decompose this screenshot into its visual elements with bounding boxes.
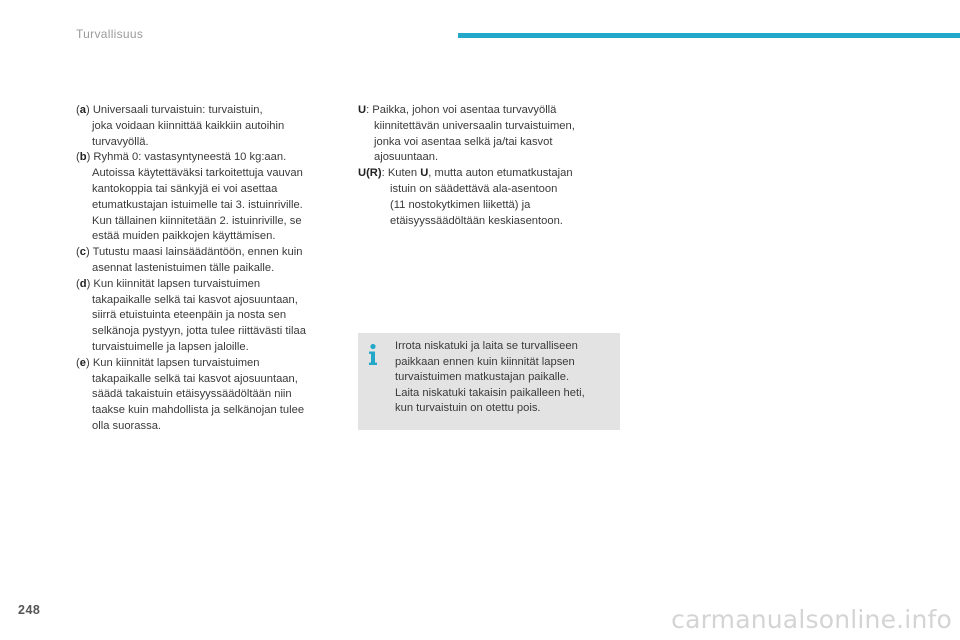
item-letter: a	[79, 104, 86, 116]
info-line: kun turvaistuin on otettu pois.	[395, 402, 541, 415]
definition-text: ajosuuntaan.	[374, 151, 439, 164]
list-item-b: (b) Ryhmä 0: vastasyntyneestä 10 kg:aan. Autoissa käytettäväksi tarkoitettuja vauvan kantokoppia tai sänkyjä ei voi asettaa etumatkustajan istuimelle tai 3. istuinriville. Kun tällainen kiinnitetään 2. istuinriville, se estää muiden paikkojen käyttämisen.	[76, 150, 346, 245]
item-text: asennat lastenistuimen tälle paikalle.	[92, 261, 275, 274]
item-text: turvavyöllä.	[92, 135, 149, 148]
item-text: takapaikalle selkä tai kasvot ajosuuntaan,	[92, 293, 298, 306]
item-letter: e	[79, 356, 86, 369]
list-item-c: (c) Tutustu maasi lainsäädäntöön, ennen kuin asennat lastenistuimen tälle paikalle.	[76, 245, 346, 277]
item-text: olla suorassa.	[92, 419, 162, 432]
page-number: 248	[18, 603, 41, 617]
item-text: Autoissa käytettäväksi tarkoitettuja vauvan	[92, 167, 303, 180]
item-text: säädä takaistuin etäisyyssäädöltään niin	[92, 388, 292, 401]
definition-u	[358, 103, 620, 166]
definition-text: : Kuten	[381, 167, 421, 180]
item-letter: c	[79, 246, 86, 259]
item-text: siirrä etuistuinta eteenpäin ja nosta sen	[92, 309, 287, 322]
item-text: selkänoja pystyyn, jotta tulee riittävästi tilaa	[92, 325, 306, 338]
item-text: taakse kuin mahdollista ja selkänojan tulee	[92, 404, 305, 417]
item-text: Kun kiinnität lapsen turvaistuimen	[93, 277, 261, 290]
info-icon	[366, 343, 380, 367]
right-column	[358, 103, 620, 229]
item-text: estää muiden paikkojen käyttämisen.	[92, 230, 276, 243]
section-title: Turvallisuus	[76, 27, 144, 41]
definition-ref: U	[420, 167, 429, 180]
list-item-d: (d) Kun kiinnität lapsen turvaistuimen takapaikalle selkä tai kasvot ajosuuntaan, siirrä etuistuinta eteenpäin ja nosta sen selkänoja pystyyn, jotta tulee riittävästi tilaa turvaistuimelle ja lapsen jaloille.	[76, 277, 346, 356]
info-text	[395, 339, 617, 417]
definition-text: istuin on säädettävä ala-asentoon	[390, 182, 558, 195]
left-column	[76, 103, 346, 435]
item-text: etumatkustajan istuimelle tai 3. istuinriville.	[92, 198, 303, 211]
item-text: Tutustu maasi lainsäädäntöön, ennen kuin	[92, 246, 303, 259]
definition-label: U	[358, 104, 367, 116]
info-box	[358, 333, 620, 430]
header-accent-bar	[458, 33, 960, 38]
info-line: Laita niskatuki takaisin paikalleen heti,	[395, 386, 585, 399]
item-text: Kun kiinnität lapsen turvaistuimen	[92, 356, 260, 369]
definition-ur	[358, 166, 620, 229]
item-text: Kun tällainen kiinnitetään 2. istuinriville, se	[92, 214, 302, 227]
item-text: Ryhmä 0: vastasyntyneestä 10 kg:aan.	[93, 151, 287, 164]
info-line: turvaistuimen matkustajan paikalle.	[395, 371, 570, 384]
item-text: turvaistuimelle ja lapsen jaloille.	[92, 340, 249, 353]
list-item-a: (a) Universaali turvaistuin: turvaistuin, joka voidaan kiinnittää kaikkiin autoihin turvavyöllä.	[76, 103, 346, 150]
item-letter: d	[79, 277, 87, 290]
item-text: joka voidaan kiinnittää kaikkiin autoihin	[92, 119, 285, 132]
definition-text: kiinnitettävän universaalin turvaistuimen,	[374, 119, 575, 132]
list-item-e: (e) Kun kiinnität lapsen turvaistuimen takapaikalle selkä tai kasvot ajosuuntaan, säädä takaistuin etäisyyssäädöltään niin taakse kuin mahdollista ja selkänojan tulee olla suorassa.	[76, 356, 346, 435]
definition-text: etäisyyssäädöltään keskiasentoon.	[390, 214, 563, 227]
definition-text: jonka voi asentaa selkä ja/tai kasvot	[374, 135, 553, 148]
definition-text: , mutta auton etumatkustajan	[428, 167, 573, 180]
watermark: carmanualsonline.info	[671, 605, 952, 634]
item-text: takapaikalle selkä tai kasvot ajosuuntaan,	[92, 372, 298, 385]
definition-text: (11 nostokytkimen liikettä) ja	[390, 198, 531, 211]
info-line: paikkaan ennen kuin kiinnität lapsen	[395, 355, 575, 368]
item-text: kantokoppia tai sänkyjä ei voi asettaa	[92, 182, 278, 195]
info-line: Irrota niskatuki ja laita se turvalliseen	[395, 340, 578, 352]
definition-label: U(R)	[358, 167, 382, 180]
item-letter: b	[79, 151, 87, 164]
definition-text: : Paikka, johon voi asentaa turvavyöllä	[366, 104, 557, 116]
item-text: Universaali turvaistuin: turvaistuin,	[92, 104, 263, 116]
